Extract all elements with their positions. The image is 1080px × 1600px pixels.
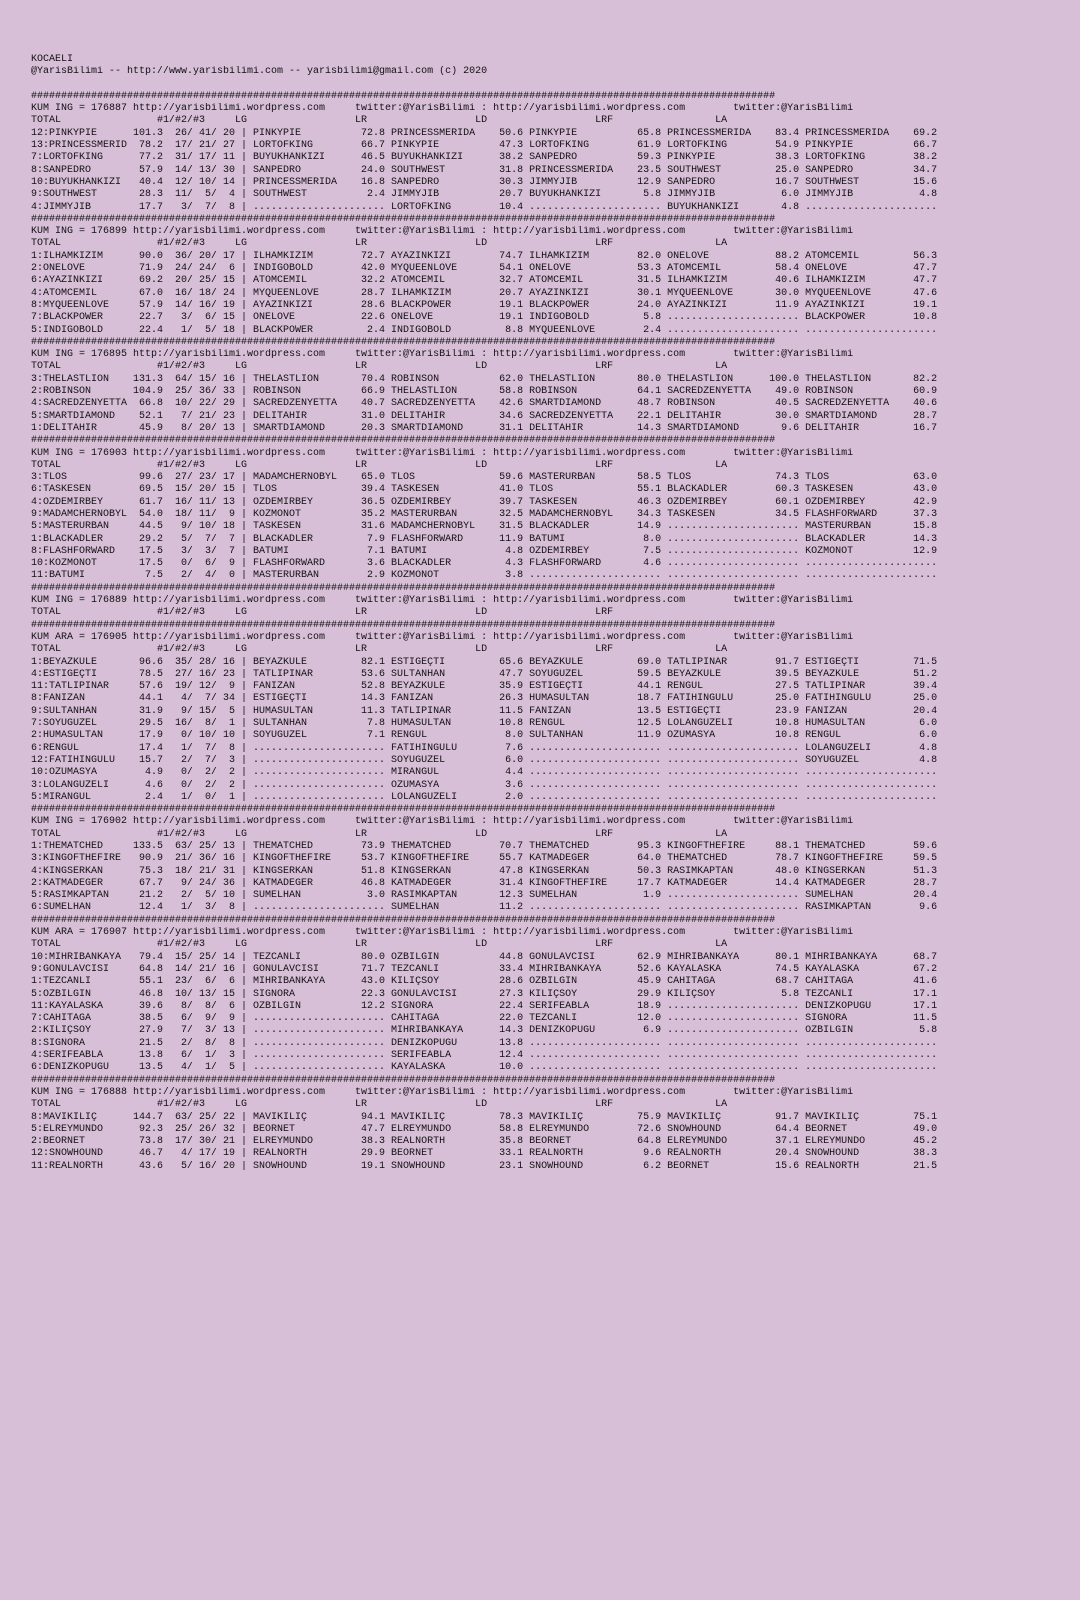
race-block xyxy=(31,226,1071,337)
result-row: 5:RASIMKAPTAN 21.2 2/ 5/ 10 | SUMELHAN 3.0 RASIMKAPTAN 12.3 SUMELHAN 1.9 ...................... SUMELHAN 20.4 xyxy=(31,890,938,902)
separator-line: ############################################################################################################################ xyxy=(31,914,776,926)
result-row: 2:KATMADEGER 67.7 9/ 24/ 36 | KATMADEGER 46.8 KATMADEGER 31.4 KINGOFTHEFIRE 17.7 KATMADEGER 14.4 KATMADEGER 28.7 xyxy=(31,877,938,889)
result-row: 9:SULTANHAN 31.9 9/ 15/ 5 | HÜMASULTAN 11.3 TATLIPINAR 11.5 FANIZAN 13.5 ESTIGEÇTI 23.9 FANIZAN 20.4 xyxy=(31,705,938,717)
result-row: 13:PRINCESSMERID 78.2 17/ 21/ 27 | LORTOFKING 66.7 PINKYPIE 47.3 LORTOFKING 61.9 LORTOFKING 54.9 PINKYPIE 66.7 xyxy=(31,140,938,152)
result-row: 10:BÜYÜKHANKIZI 40.4 12/ 10/ 14 | PRINCESSMERIDA 16.8 SANPEDRO 30.3 JIMMYJIB 12.9 SANPEDRO 16.7 SOUTHWEST 15.6 xyxy=(31,176,938,188)
race-block xyxy=(31,927,1071,1075)
credit-line: @YarisBilimi -- http://www.yarisbilimi.com -- yarisbilimi@gmail.com (c) 2020 xyxy=(31,66,488,78)
result-row: 11:TATLIPINAR 57.6 19/ 12/ 9 | FANIZAN 52.8 BEYAZKULE 35.9 ESTIGEÇTI 44.1 RENGÜL 27.5 TATLIPINAR 39.4 xyxy=(31,681,938,693)
result-row: 1:THEMATCHED 133.5 63/ 25/ 13 | THEMATCHED 73.9 THEMATCHED 70.7 THEMATCHED 95.3 KINGOFTHEFIRE 88.1 THEMATCHED 59.6 xyxy=(31,841,938,852)
result-row: 8:FANIZAN 44.1 4/ 7/ 34 | ESTIGEÇTI 14.3 FANIZAN 26.3 HÜMASULTAN 18.7 FATIHINGÜLÜ 25.0 FATIHINGÜLÜ 25.0 xyxy=(31,693,938,705)
race-header-line: KUM ING = 176889 http://yarisbilimi.wordpress.com twitter:@YarisBilimi : http://yarisbilimi.wordpress.com twitter:@YarisBilimi xyxy=(31,595,854,607)
race-block xyxy=(31,103,1071,214)
race-block xyxy=(31,349,1071,435)
result-row: 10:ÖZÜMASYA 4.9 0/ 2/ 2 | ...................... MIRANGÜL 4.4 ...................... ...................... ...................... xyxy=(31,767,938,779)
race-header-line: KUM ING = 176902 http://yarisbilimi.wordpress.com twitter:@YarisBilimi : http://yarisbilimi.wordpress.com twitter:@YarisBilimi xyxy=(31,816,854,828)
column-header-line: TOTAL #1/#2/#3 LG LR LD LRF LA xyxy=(31,1099,728,1111)
result-row: 6:AYAZINKIZI 69.2 20/ 25/ 15 | ATOMCEMIL 32.2 ATOMCEMIL 32.7 ATOMCEMIL 31.5 ILHAMKIZIM 40.6 ILHAMKIZIM 47.7 xyxy=(31,275,938,287)
column-header-line: TOTAL #1/#2/#3 LG LR LD LRF LA xyxy=(31,644,728,656)
column-header-line: TOTAL #1/#2/#3 LG LR LD LRF LA xyxy=(31,115,728,127)
result-row: 5:SMARTDIAMOND 52.1 7/ 21/ 23 | DELITAHIR 31.0 DELITAHIR 34.6 SACREDZENYETTA 22.1 DELITAHIR 30.0 SMARTDIAMOND 28.7 xyxy=(31,410,938,422)
race-header-line: KUM ARA = 176907 http://yarisbilimi.wordpress.com twitter:@YarisBilimi : http://yarisbilimi.wordpress.com twitter:@YarisBilimi xyxy=(31,927,854,939)
race-block xyxy=(31,632,1071,804)
race-header-line: KUM ING = 176888 http://yarisbilimi.wordpress.com twitter:@YarisBilimi : http://yarisbilimi.wordpress.com twitter:@YarisBilimi xyxy=(31,1086,854,1098)
results-document xyxy=(31,54,1071,1173)
race-header-line: KUM ING = 176895 http://yarisbilimi.wordpress.com twitter:@YarisBilimi : http://yarisbilimi.wordpress.com twitter:@YarisBilimi xyxy=(31,349,854,361)
race-blocks xyxy=(31,91,1071,1173)
result-row: 1:ILHAMKIZIM 90.0 36/ 20/ 17 | ILHAMKIZIM 72.7 AYAZINKIZI 74.7 ILHAMKIZIM 82.0 ONELOVE 88.2 ATOMCEMIL 56.3 xyxy=(31,250,938,262)
race-block xyxy=(31,816,1071,914)
separator-line: ############################################################################################################################ xyxy=(31,90,776,102)
result-row: 10:KOZMONOT 17.5 0/ 6/ 9 | FLASHFORWARD 3.6 BLACKADLER 4.3 FLASHFORWARD 4.6 ...................... ...................... xyxy=(31,558,938,570)
result-row: 2:BEORNET 73.8 17/ 30/ 21 | ELREYMUNDO 38.3 REALNORTH 35.8 BEORNET 64.8 ELREYMUNDO 37.1 ELREYMUNDO 45.2 xyxy=(31,1136,938,1148)
result-row: 7:SOYUGÜZEL 29.5 16/ 8/ 1 | SULTANHAN 7.8 HÜMASULTAN 10.8 RENGÜL 12.5 LOLANGÜZELI 10.8 HÜMASULTAN 6.0 xyxy=(31,718,938,730)
separator-line: ############################################################################################################################ xyxy=(31,582,776,594)
result-row: 2:HÜMASULTAN 17.9 0/ 10/ 10 | SOYUGÜZEL 7.1 RENGÜL 8.0 SULTANHAN 11.9 ÖZÜMASYA 10.8 RENGÜL 6.0 xyxy=(31,730,938,742)
result-row: 4:ESTIGEÇTI 78.5 27/ 16/ 23 | TATLIPINAR 53.6 SULTANHAN 47.7 SOYUGÜZEL 59.5 BEYAZKULE 39.5 BEYAZKULE 51.2 xyxy=(31,668,938,680)
result-row: 5:INDIGOBOLD 22.4 1/ 5/ 18 | BLACKPOWER 2.4 INDIGOBOLD 8.8 MYQUEENLOVE 2.4 ...................... ...................... xyxy=(31,324,938,336)
separator-line: ############################################################################################################################ xyxy=(31,1074,776,1086)
column-header-line: TOTAL #1/#2/#3 LG LR LD LRF LA xyxy=(31,828,728,840)
result-row: 8:FLASHFORWARD 17.5 3/ 3/ 7 | BATUMI 7.1 BATUMI 4.8 ÖZDEMIRBEY 7.5 ...................... KOZMONOT 12.9 xyxy=(31,545,938,557)
result-row: 9:SOUTHWEST 28.3 11/ 5/ 4 | SOUTHWEST 2.4 JIMMYJIB 20.7 BÜYÜKHANKIZI 5.8 JIMMYJIB 6.0 JIMMYJIB 4.8 xyxy=(31,189,938,201)
column-header-line: TOTAL #1/#2/#3 LG LR LD LRF LA xyxy=(31,361,728,373)
result-row: 1:TEZCANLI 55.1 23/ 6/ 6 | MIHRIBANKAYA 43.0 KILIÇSOY 28.6 ÖZBILGIN 45.9 CAHITAGA 68.7 CAHITAGA 41.6 xyxy=(31,976,938,988)
column-header-line: TOTAL #1/#2/#3 LG LR LD LRF xyxy=(31,607,614,619)
result-row: 6:TASKESEN 69.5 15/ 20/ 15 | TLOS 39.4 TASKESEN 41.0 TLOS 55.1 BLACKADLER 60.3 TASKESEN 43.0 xyxy=(31,484,938,496)
result-row: 6:RENGÜL 17.4 1/ 7/ 8 | ...................... FATIHINGÜLÜ 7.6 ...................... ...................... LOLANGÜZELI 4.8 xyxy=(31,742,938,754)
result-row: 12:PINKYPIE 101.3 26/ 41/ 20 | PINKYPIE 72.8 PRINCESSMERIDA 50.6 PINKYPIE 65.8 PRINCESSMERIDA 83.4 PRINCESSMERIDA 69.2 xyxy=(31,127,938,139)
result-row: 9:MADAMCHERNOBYL 54.0 18/ 11/ 9 | KOZMONOT 35.2 MASTERURBAN 32.5 MADAMCHERNOBYL 34.3 TASKESEN 34.5 FLASHFORWARD 37.3 xyxy=(31,508,938,520)
result-row: 11:BATUMI 7.5 2/ 4/ 0 | MASTERURBAN 2.9 KOZMONOT 3.8 ...................... ...................... ...................... xyxy=(31,570,938,582)
result-row: 4:SERIFEABLA 13.8 6/ 1/ 3 | ...................... SERIFEABLA 12.4 ...................... ...................... ...................... xyxy=(31,1050,938,1062)
race-header-line: KUM ING = 176903 http://yarisbilimi.wordpress.com twitter:@YarisBilimi : http://yarisbilimi.wordpress.com twitter:@YarisBilimi xyxy=(31,447,854,459)
result-row: 2:KILIÇSOY 27.9 7/ 3/ 13 | ...................... MIHRIBANKAYA 14.3 DENIZKÖPÜGÜ 6.9 ...................... ÖZBILGIN 5.8 xyxy=(31,1025,938,1037)
separator-line: ############################################################################################################################ xyxy=(31,435,776,447)
separator-line: ############################################################################################################################ xyxy=(31,336,776,348)
result-row: 12:SNOWHOUND 46.7 4/ 17/ 19 | REALNORTH 29.9 BEORNET 33.1 REALNORTH 9.6 REALNORTH 20.4 SNOWHOUND 38.3 xyxy=(31,1148,938,1160)
result-row: 3:LOLANGÜZELI 4.6 0/ 2/ 2 | ...................... ÖZÜMASYA 3.6 ...................... ...................... ...................... xyxy=(31,779,938,791)
result-row: 5:MIRANGÜL 2.4 1/ 0/ 1 | ...................... LOLANGÜZELI 2.0 ...................... ...................... ...................... xyxy=(31,791,938,803)
race-header-line: KUM ARA = 176905 http://yarisbilimi.wordpress.com twitter:@YarisBilimi : http://yarisbilimi.wordpress.com twitter:@YarisBilimi xyxy=(31,631,854,643)
result-row: 4:ATOMCEMIL 67.0 16/ 18/ 24 | MYQUEENLOVE 28.7 ILHAMKIZIM 20.7 AYAZINKIZI 30.1 MYQUEENLOVE 30.0 MYQUEENLOVE 47.6 xyxy=(31,287,938,299)
separator-line: ############################################################################################################################ xyxy=(31,213,776,225)
result-row: 8:SANPEDRO 57.9 14/ 13/ 30 | SANPEDRO 24.0 SOUTHWEST 31.8 PRINCESSMERIDA 23.5 SOUTHWEST 25.0 SANPEDRO 34.7 xyxy=(31,164,938,176)
result-row: 3:TLOS 99.6 27/ 23/ 17 | MADAMCHERNOBYL 65.0 TLOS 59.6 MASTERURBAN 58.5 TLOS 74.3 TLOS 63.0 xyxy=(31,472,938,484)
result-row: 4:JIMMYJIB 17.7 3/ 7/ 8 | ...................... LORTOFKING 10.4 ...................... BÜYÜKHANKIZI 4.8 ...................... xyxy=(31,201,938,213)
result-row: 1:DELITAHIR 45.9 8/ 20/ 13 | SMARTDIAMOND 20.3 SMARTDIAMOND 31.1 DELITAHIR 14.3 SMARTDIAMOND 9.6 DELITAHIR 16.7 xyxy=(31,422,938,434)
result-row: 5:ELREYMUNDO 92.3 25/ 26/ 32 | BEORNET 47.7 ELREYMUNDO 58.8 ELREYMUNDO 72.6 SNOWHOUND 64.4 BEORNET 49.0 xyxy=(31,1123,938,1135)
result-row: 4:SACREDZENYETTA 66.8 10/ 22/ 29 | SACREDZENYETTA 40.7 SACREDZENYETTA 42.6 SMARTDIAMOND 48.7 ROBINSON 40.5 SACREDZENYETTA 40.6 xyxy=(31,398,938,410)
race-header-line: KUM ING = 176899 http://yarisbilimi.wordpress.com twitter:@YarisBilimi : http://yarisbilimi.wordpress.com twitter:@YarisBilimi xyxy=(31,226,854,238)
result-row: 3:THELASTLION 131.3 64/ 15/ 16 | THELASTLION 70.4 ROBINSON 62.0 THELASTLION 80.0 THELASTLION 100.0 THELASTLION 82.2 xyxy=(31,373,938,385)
result-row: 9:GÖNÜLAVCISI 64.8 14/ 21/ 16 | GÖNÜLAVCISI 71.7 TEZCANLI 33.4 MIHRIBANKAYA 52.6 KAYALASKA 74.5 KAYALASKA 67.2 xyxy=(31,963,938,975)
result-row: 4:KINGSERKAN 75.3 18/ 21/ 31 | KINGSERKAN 51.8 KINGSERKAN 47.8 KINGSERKAN 50.3 RASIMKAPTAN 48.0 KINGSERKAN 51.3 xyxy=(31,865,938,877)
spacer xyxy=(31,79,1071,91)
race-block xyxy=(31,595,1071,620)
result-row: 8:MYQUEENLOVE 57.9 14/ 16/ 19 | AYAZINKIZI 28.6 BLACKPOWER 19.1 BLACKPOWER 24.0 AYAZINKIZI 11.9 AYAZINKIZI 19.1 xyxy=(31,299,938,311)
result-row: 6:DENIZKÖPÜGÜ 13.5 4/ 1/ 5 | ...................... KAYALASKA 10.0 ...................... ...................... ...................... xyxy=(31,1062,938,1074)
result-row: 2:ONELOVE 71.9 24/ 24/ 6 | INDIGOBOLD 42.0 MYQUEENLOVE 54.1 ONELOVE 53.3 ATOMCEMIL 58.4 ONELOVE 47.7 xyxy=(31,263,938,275)
result-row: 5:ÖZBILGIN 46.8 10/ 13/ 15 | SIGNORA 22.3 GÖNÜLAVCISI 27.3 KILIÇSOY 29.9 KILIÇSOY 5.8 TEZCANLI 17.1 xyxy=(31,988,938,1000)
result-row: 1:BLACKADLER 29.2 5/ 7/ 7 | BLACKADLER 7.9 FLASHFORWARD 11.9 BATUMI 8.0 ...................... BLACKADLER 14.3 xyxy=(31,533,938,545)
result-row: 6:SUMELHAN 12.4 1/ 3/ 8 | ...................... SUMELHAN 11.2 ...................... ...................... RASIMKAPTAN 9.6 xyxy=(31,902,938,914)
result-row: 4:ÖZDEMIRBEY 61.7 16/ 11/ 13 | ÖZDEMIRBEY 36.5 ÖZDEMIRBEY 39.7 TASKESEN 46.3 ÖZDEMIRBEY 60.1 ÖZDEMIRBEY 42.9 xyxy=(31,496,938,508)
race-block xyxy=(31,448,1071,583)
separator-line: ############################################################################################################################ xyxy=(31,804,776,816)
result-row: 8:SIGNORA 21.5 2/ 8/ 8 | ...................... DENIZKÖPÜGÜ 13.8 ...................... ...................... ...................... xyxy=(31,1037,938,1049)
result-row: 8:MAVIKILIÇ 144.7 63/ 25/ 22 | MAVIKILIÇ 94.1 MAVIKILIÇ 78.3 MAVIKILIÇ 75.9 MAVIKILIÇ 91.7 MAVIKILIÇ 75.1 xyxy=(31,1111,938,1123)
result-row: 7:LORTOFKING 77.2 31/ 17/ 11 | BÜYÜKHANKIZI 46.5 BÜYÜKHANKIZI 38.2 SANPEDRO 59.3 PINKYPIE 38.3 LORTOFKING 38.2 xyxy=(31,152,938,164)
result-row: 7:BLACKPOWER 22.7 3/ 6/ 15 | ONELOVE 22.6 ONELOVE 19.1 INDIGOBOLD 5.8 ...................... BLACKPOWER 10.8 xyxy=(31,312,938,324)
race-header-line: KUM ING = 176887 http://yarisbilimi.wordpress.com twitter:@YarisBilimi : http://yarisbilimi.wordpress.com twitter:@YarisBilimi xyxy=(31,103,854,115)
result-row: 11:KAYALASKA 39.6 8/ 8/ 6 | ÖZBILGIN 12.2 SIGNORA 22.4 SERIFEABLA 18.9 ...................... DENIZKÖPÜGÜ 17.1 xyxy=(31,1000,938,1012)
result-row: 1:BEYAZKULE 96.6 35/ 28/ 16 | BEYAZKULE 82.1 ESTIGEÇTI 65.6 BEYAZKULE 69.0 TATLIPINAR 91.7 ESTIGEÇTI 71.5 xyxy=(31,656,938,668)
city-title: KOCAELI xyxy=(31,54,74,65)
result-row: 2:ROBINSON 104.9 25/ 36/ 33 | ROBINSON 66.9 THELASTLION 58.8 ROBINSON 64.1 SACREDZENYETTA 49.0 ROBINSON 60.9 xyxy=(31,386,938,398)
result-row: 3:KINGOFTHEFIRE 90.9 21/ 36/ 16 | KINGOFTHEFIRE 53.7 KINGOFTHEFIRE 55.7 KATMADEGER 64.0 THEMATCHED 78.7 KINGOFTHEFIRE 59.5 xyxy=(31,853,938,865)
race-block xyxy=(31,1087,1071,1173)
column-header-line: TOTAL #1/#2/#3 LG LR LD LRF LA xyxy=(31,238,728,250)
result-row: 11:REALNORTH 43.6 5/ 16/ 20 | SNOWHOUND 19.1 SNOWHOUND 23.1 SNOWHOUND 6.2 BEORNET 15.6 REALNORTH 21.5 xyxy=(31,1160,938,1172)
column-header-line: TOTAL #1/#2/#3 LG LR LD LRF LA xyxy=(31,939,728,951)
result-row: 7:CAHITAGA 38.5 6/ 9/ 9 | ...................... CAHITAGA 22.0 TEZCANLI 12.0 ...................... SIGNORA 11.5 xyxy=(31,1013,938,1025)
result-row: 12:FATIHINGÜLÜ 15.7 2/ 7/ 3 | ...................... SOYUGÜZEL 6.0 ...................... ...................... SOYUGÜZEL 4.8 xyxy=(31,754,938,766)
result-row: 5:MASTERURBAN 44.5 9/ 10/ 18 | TASKESEN 31.6 MADAMCHERNOBYL 31.5 BLACKADLER 14.9 ...................... MASTERURBAN 15.8 xyxy=(31,521,938,533)
separator-line: ############################################################################################################################ xyxy=(31,619,776,631)
column-header-line: TOTAL #1/#2/#3 LG LR LD LRF LA xyxy=(31,459,728,471)
result-row: 10:MIHRIBANKAYA 79.4 15/ 25/ 14 | TEZCANLI 80.0 ÖZBILGIN 44.8 GÖNÜLAVCISI 62.9 MIHRIBANKAYA 80.1 MIHRIBANKAYA 68.7 xyxy=(31,951,938,963)
